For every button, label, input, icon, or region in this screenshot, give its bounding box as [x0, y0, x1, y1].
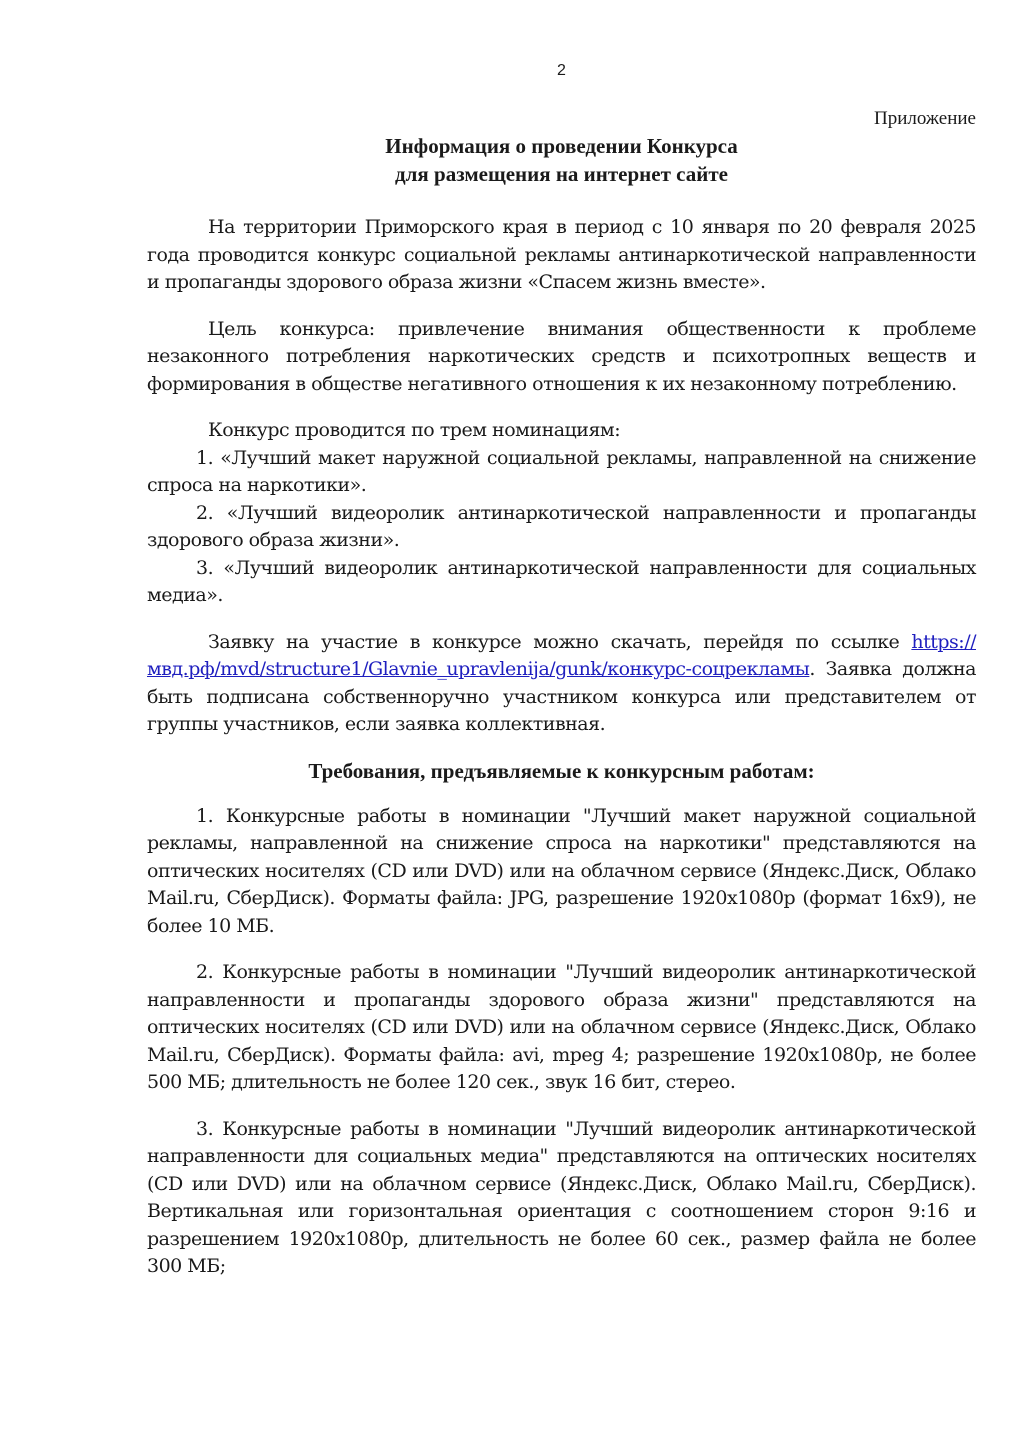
application-form-link[interactable]: https://мвд.рф/mvd/structure1/Glavnie_upravlenija/gunk/конкурс-соцрекламы	[147, 630, 976, 680]
requirement-item	[147, 803, 976, 941]
list-number: 3.	[196, 556, 214, 579]
list-number: 2.	[196, 961, 214, 983]
nomination-text: «Лучший макет наружной социальной рекламы, направленной на снижение спроса на наркотики».	[147, 446, 977, 496]
nomination-text: «Лучший видеоролик антинаркотической направленности и пропаганды здорового образа жизни».	[147, 501, 976, 551]
application-paragraph	[147, 629, 976, 739]
nomination-text: «Лучший видеоролик антинаркотической направленности для социальных медиа».	[147, 556, 976, 606]
requirement-item	[147, 959, 976, 1097]
nomination-item	[147, 555, 976, 610]
document-title	[147, 132, 976, 188]
requirement-item	[147, 1116, 976, 1281]
list-number: 2.	[196, 501, 214, 524]
document-body	[147, 214, 976, 1281]
requirement-text: Конкурсные работы в номинации "Лучший видеоролик антинаркотической направленности для социальных медиа" представляются на оптических носителях (CD или DVD) или на облачном сервисе (Яндекс.Диск, Облако Mail.ru, СберДиск). Вертикальная или горизонтальная ориентация с соотношением сторон 9:16 и разрешением 1920x1080р, длительность не более 60 сек., размер файла не более 300 МБ;	[147, 1117, 976, 1277]
appendix-label: Приложение	[874, 108, 976, 129]
intro-paragraph: На территории Приморского края в период с 10 января по 20 февраля 2025 года проводится конкурс социальной рекламы антинаркотической направленности и пропаганды здорового образа жизни «Спасем жизнь вместе».	[147, 216, 976, 293]
list-number: 3.	[196, 1117, 214, 1140]
requirement-text: Конкурсные работы в номинации "Лучший видеоролик антинаркотической направленности и пропаганды здорового образа жизни" представляются на оптических носителях (CD или DVD) или на облачном сервисе (Яндекс.Диск, Облако Mail.ru, СберДиск). Форматы файла: avi, mpeg 4; разрешение 1920x1080р, не более 500 МБ; длительность не более 120 сек., звук 16 бит, стерео.	[147, 961, 976, 1093]
title-line-1: Информация о проведении Конкурса	[385, 134, 738, 158]
requirement-text: Конкурсные работы в номинации "Лучший макет наружной социальной рекламы, направленной на снижение спроса на наркотики" представляются на оптических носителях (CD или DVD) или на облачном сервисе (Яндекс.Диск, Облако Mail.ru, СберДиск). Форматы файла: JPG, разрешение 1920x1080р (формат 16х9), не более 10 МБ.	[147, 804, 976, 937]
title-line-2: для размещения на интернет сайте	[395, 162, 728, 186]
requirements-heading: Требования, предъявляемые к конкурсным работам:	[308, 758, 815, 783]
list-number: 1.	[196, 804, 214, 827]
list-number: 1.	[196, 446, 214, 469]
application-text-before: Заявку на участие в конкурсе можно скачать, перейдя по ссылке	[208, 630, 912, 653]
nomination-item	[147, 500, 976, 555]
application-text-after: . Заявка должна быть подписана собственноручно участником конкурса или представителем от группы участников, если заявка коллективная.	[147, 658, 976, 735]
goal-paragraph: Цель конкурса: привлечение внимания общественности к проблеме незаконного потребления наркотических средств и психотропных веществ и формирования в обществе негативного отношения к их незаконному потреблению.	[147, 317, 976, 395]
page-number: 2	[557, 62, 566, 79]
nominations-intro: Конкурс проводится по трем номинациям:	[208, 419, 621, 441]
nomination-item	[147, 445, 976, 500]
